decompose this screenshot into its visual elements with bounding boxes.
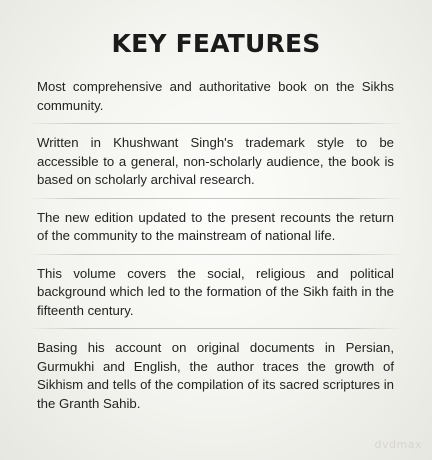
feature-text: Most comprehensive and authoritative book on the Sikhs community.: [37, 79, 394, 113]
feature-item: [37, 265, 394, 330]
divider: [27, 254, 404, 255]
feature-item: [37, 209, 394, 255]
divider: [27, 123, 404, 124]
feature-item: [37, 134, 394, 199]
page-title: KEY FEATURES: [111, 29, 321, 58]
feature-text: The new edition updated to the present recounts the return of the community to the mainstream of national life.: [37, 209, 394, 243]
feature-text: Written in Khushwant Singh's trademark style to be accessible to a general, non-scholarly audience, the book is based on scholarly archival research.: [37, 135, 394, 187]
feature-text: Basing his account on original documents in Persian, Gurmukhi and English, the author traces the growth of Sikhism and tells of the compilation of its sacred scriptures in the Granth Sahib.: [37, 340, 394, 411]
feature-item: [37, 78, 394, 124]
watermark: dvdmax: [374, 438, 422, 451]
divider: [27, 198, 404, 199]
divider: [27, 328, 404, 329]
features-list: [37, 78, 394, 413]
feature-text: This volume covers the social, religious and political background which led to the formation of the Sikh faith in the fifteenth century.: [37, 265, 394, 318]
feature-item: [37, 339, 394, 413]
